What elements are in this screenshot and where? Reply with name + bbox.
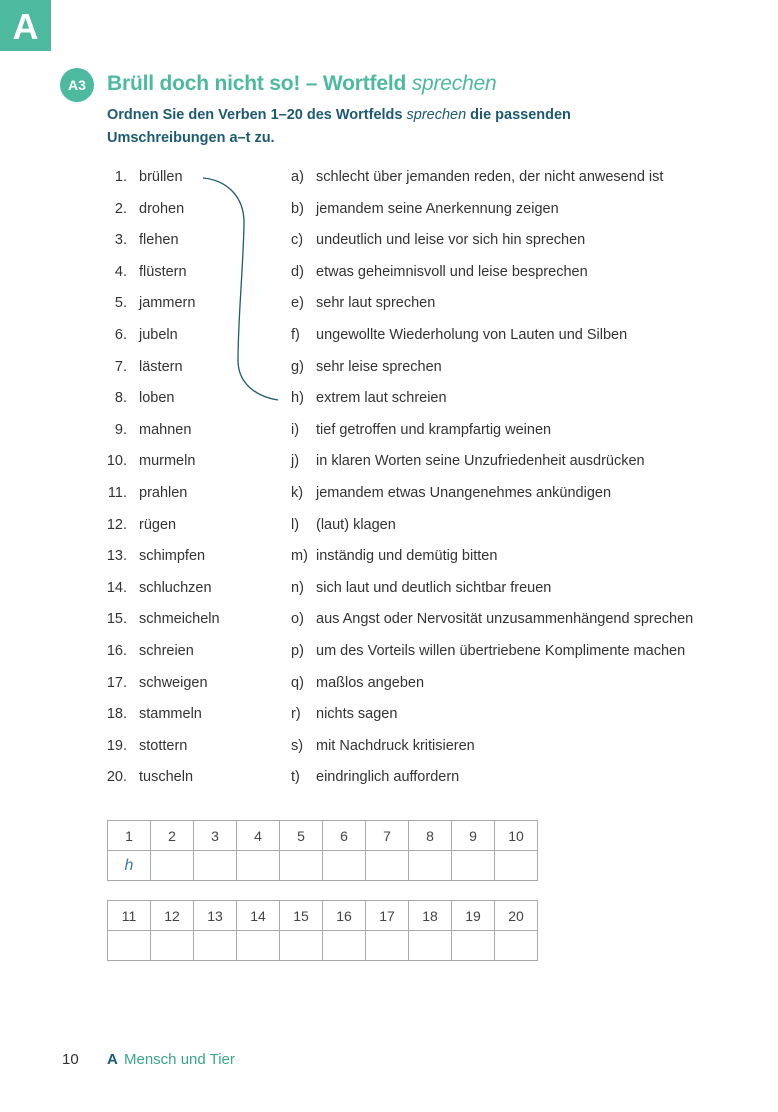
answer-cell[interactable]: h [108,851,151,881]
verb: schimpfen [139,548,206,565]
verb: schluchzen [139,579,212,596]
definition-text: nichts sagen [316,706,398,723]
definition-letter: r) [291,706,301,723]
column-number: 2 [151,821,194,851]
answer-cell[interactable] [452,931,495,961]
definition-letter: j) [291,453,300,470]
definition-text: mit Nachdruck kritisieren [316,737,475,754]
verb-number: 5. [114,295,127,312]
verb: stammeln [139,706,202,723]
verb: mahnen [139,421,192,438]
column-number: 13 [194,901,237,931]
column-number: 10 [495,821,538,851]
section-tab: A [0,0,51,51]
definition-text: etwas geheimnisvoll und leise besprechen [316,263,588,280]
answer-cell[interactable] [280,851,323,881]
verb: schreien [139,643,194,659]
title-text: Brüll doch nicht so! – Wortfeld [107,72,412,95]
column-number: 5 [280,821,323,851]
definition-text: extrem laut schreien [316,390,447,407]
definition-text: in klaren Worten seine Unzufriedenheit ausdrücken [316,453,645,470]
definition-letter: l) [291,516,300,533]
definition-text: eindringlich auffordern [316,769,460,786]
verb: rügen [139,516,177,533]
verb-number: 14. [106,579,127,596]
definition-text: aus Angst oder Nervosität unzusammenhängend sprechen [316,611,694,628]
column-number: 9 [452,821,495,851]
verb: brüllen [139,169,183,185]
column-number: 19 [452,901,495,931]
instruction-italic: sprechen [406,107,467,123]
answer-cell[interactable] [366,931,409,961]
answer-table-11-20 [107,900,538,961]
definition-text: jemandem etwas Unangenehmes ankündigen [316,485,612,501]
definition-text: undeutlich und leise vor sich hin sprechen [316,232,586,249]
definition-letter: a) [291,169,304,185]
definition-letter: i) [291,421,300,438]
column-number: 20 [495,901,538,931]
column-number: 7 [366,821,409,851]
answer-cell[interactable] [280,931,323,961]
answer-table-1-10 [107,820,538,881]
verb-number: 18. [106,706,127,723]
verb-number: 6. [114,327,127,343]
answer-cell[interactable] [194,851,237,881]
answer-cell[interactable] [194,931,237,961]
verb-number: 15. [106,611,127,628]
definition-letter: q) [291,674,304,691]
footer-chapter: Mensch und Tier [124,1051,235,1068]
definition-text: tief getroffen und krampfartig weinen [316,421,552,438]
answer-cell[interactable] [495,931,538,961]
answer-cell[interactable] [452,851,495,881]
column-number: 8 [409,821,452,851]
verb: drohen [139,200,185,217]
definition-text: sich laut und deutlich sichtbar freuen [316,579,552,596]
header-row [108,901,538,931]
definition-letter: c) [291,232,304,249]
column-number: 6 [323,821,366,851]
verb: jammern [139,295,196,312]
instruction-text: die passenden Umschreibungen a–t zu. [107,107,571,146]
column-number: 14 [237,901,280,931]
definition-text: inständig und demütig bitten [316,548,498,565]
answer-row [108,931,538,961]
definition-text: um des Vorteils willen übertriebene Komplimente machen [316,643,686,659]
verb-number: 16. [106,643,127,659]
verb: loben [139,390,175,407]
title-italic: sprechen [411,72,497,95]
answer-cell[interactable] [495,851,538,881]
verb: flüstern [139,263,187,280]
verb-number: 8. [114,390,127,407]
column-number: 11 [108,901,151,931]
verb: flehen [139,232,179,249]
verb-number: 20. [106,769,127,786]
answer-cell[interactable] [108,931,151,961]
column-number: 3 [194,821,237,851]
verb: murmeln [139,453,196,470]
definition-text: jemandem seine Anerkennung zeigen [316,200,559,217]
definition-letter: f) [291,327,300,343]
verb-number: 17. [106,674,127,691]
verb-number: 2. [114,200,127,217]
header-row [108,821,538,851]
answer-cell[interactable] [237,931,280,961]
verb: stottern [139,737,188,754]
definition-letter: k) [291,485,304,501]
footer-section: A [107,1051,118,1068]
definition-letter: n) [291,579,304,596]
answer-cell[interactable] [151,931,194,961]
definition-text: sehr leise sprechen [316,358,442,375]
definition-letter: d) [291,263,304,280]
verb: tuscheln [139,769,194,786]
definition-letter: o) [291,611,304,628]
answer-cell[interactable] [151,851,194,881]
definition-letter: g) [291,358,304,375]
verb-number: 12. [106,516,127,533]
verb: lästern [139,358,183,375]
answer-cell[interactable] [366,851,409,881]
definition-text: maßlos angeben [316,674,425,691]
answer-cell[interactable] [409,931,452,961]
answer-cell[interactable] [323,851,366,881]
definition-letter: s) [291,737,304,754]
column-number: 1 [108,821,151,851]
verb: prahlen [139,485,188,501]
column-number: 15 [280,901,323,931]
verb-number: 1. [114,169,127,185]
verb-number: 10. [106,453,127,470]
definition-letter: e) [291,295,304,312]
verb-number: 19. [106,737,127,754]
definition-letter: h) [291,390,304,407]
definition-text: sehr laut sprechen [316,295,436,312]
column-number: 16 [323,901,366,931]
answer-cell[interactable] [323,931,366,961]
verb-number: 11. [107,485,127,501]
answer-cell[interactable] [409,851,452,881]
definition-text: (laut) klagen [316,516,396,533]
verb-number: 13. [106,548,127,565]
column-number: 17 [366,901,409,931]
verb-number: 7. [114,358,127,375]
exercise-badge: A3 [60,68,94,102]
definition-letter: m) [291,548,308,565]
instruction-text: Ordnen Sie den Verben 1–20 des Wortfelds [107,107,407,123]
page-number: 10 [62,1051,79,1068]
definition-letter: p) [291,643,304,659]
verb: schmeicheln [139,611,220,628]
answer-row [108,851,538,881]
column-number: 4 [237,821,280,851]
verb: jubeln [139,327,178,343]
column-number: 18 [409,901,452,931]
verb: schweigen [139,674,208,691]
verb-number: 3. [114,232,127,249]
definition-letter: t) [291,769,300,786]
definition-letter: b) [291,200,304,217]
column-number: 12 [151,901,194,931]
definition-text: ungewollte Wiederholung von Lauten und Silben [316,327,628,343]
answer-cell[interactable] [237,851,280,881]
definition-text: schlecht über jemanden reden, der nicht anwesend ist [316,169,664,185]
verb-number: 4. [114,263,127,280]
verb-number: 9. [114,421,127,438]
